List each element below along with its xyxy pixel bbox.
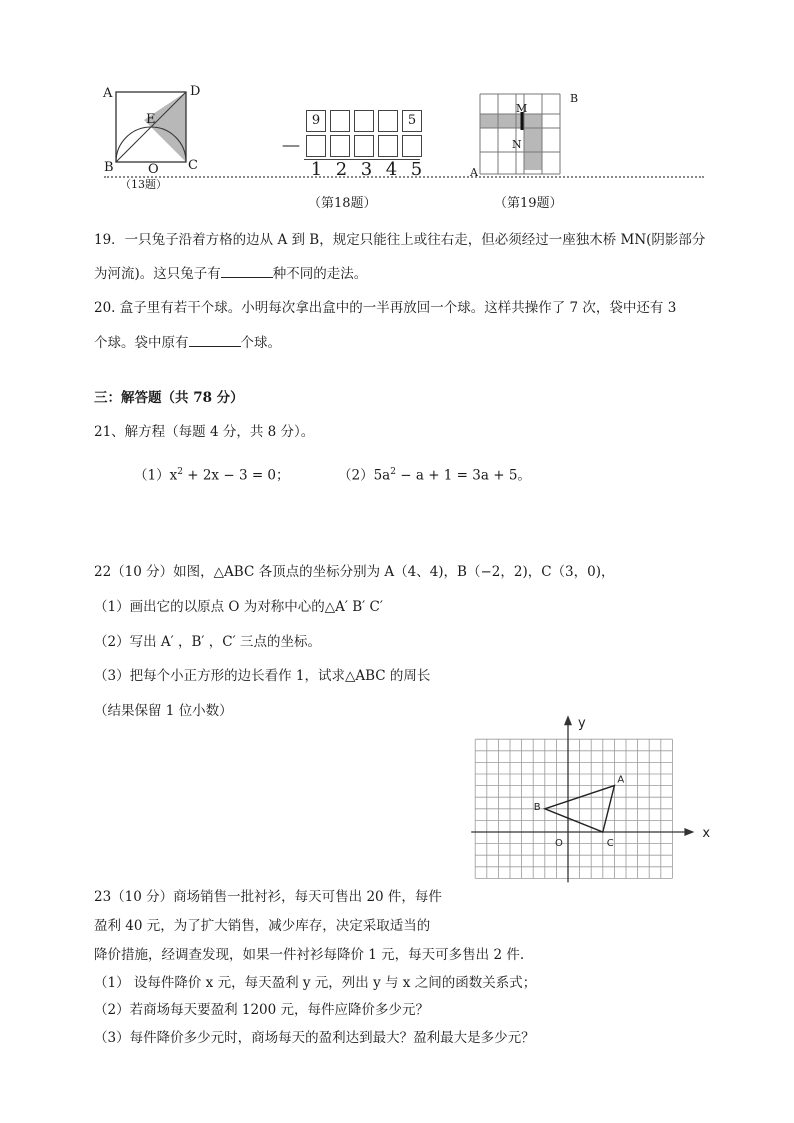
q21-eq2-b: − a + 1 = 3a + 5。 xyxy=(395,467,531,484)
q23-line1: 23（10 分）商场销售一批衬衫，每天可售出 20 件，每件 xyxy=(94,889,442,905)
vertex-label-a: A xyxy=(617,774,625,786)
q19-line2 xyxy=(94,263,367,284)
fig18-digit: 3 xyxy=(360,159,373,180)
fig13-label-c: C xyxy=(188,158,198,173)
y-axis-arrow xyxy=(564,715,572,725)
q23-p3: （3）每件降价多少元时，商场每天的盈利达到最大？盈利最大是多少元？ xyxy=(94,1030,535,1046)
fig19-label-b: B xyxy=(570,92,579,105)
x-axis-arrow xyxy=(684,828,694,836)
fig18-empty-box xyxy=(402,135,422,157)
q20-line2-before: 个球。袋中原有 xyxy=(94,335,189,351)
fig13-label-b: B xyxy=(104,160,114,175)
q21-eq2 xyxy=(338,462,531,486)
q21-eq1-b: + 2x − 3 = 0； xyxy=(182,467,290,484)
fig13-label-d: D xyxy=(190,84,201,99)
fig18-box xyxy=(354,110,374,132)
q23-p2: （2）若商场每天要盈利 1200 元，每件应降价多少元？ xyxy=(94,1002,430,1018)
fig19-label-a: A xyxy=(470,166,478,179)
vertex-label-c: C xyxy=(606,838,614,849)
q23-line2: 盈利 40 元，为了扩大销售，减少库存，决定采取适当的 xyxy=(94,918,431,934)
fig18-top-row xyxy=(306,110,422,132)
vertex-label-b: B xyxy=(533,801,541,813)
fig18-middle-row xyxy=(306,135,422,157)
q21-eq2-a: 5a xyxy=(373,467,391,484)
fig18-digit: 1 xyxy=(310,159,323,180)
fig18-empty-box xyxy=(354,135,374,157)
fig18-empty-box xyxy=(306,135,326,157)
q22-p3: （3）把每个小正方形的边长看作 1，试求△ABC 的周长 xyxy=(94,668,431,684)
q21-eq1-a: x xyxy=(169,467,178,484)
figure-18 xyxy=(280,110,430,180)
q23-line3: 降价措施，经调查发现，如果一件衬衫每降价 1 元，每天可多售出 2 件. xyxy=(94,947,525,963)
fig18-digit: 2 xyxy=(335,159,348,180)
q22-title: 22（10 分）如图，△ABC 各顶点的坐标分别为 A（4、4)，B（−2，2)，C（3，0)， xyxy=(94,564,615,580)
fig18-box xyxy=(378,110,398,132)
fig18-digit: 5 xyxy=(410,159,423,180)
q23-p1: （1） 设每件降价 x 元，每天盈利 y 元，列出 y 与 x 之间的函数关系式； xyxy=(94,975,537,991)
fig19-label-m: M xyxy=(516,102,528,115)
q20-answer-blank[interactable] xyxy=(189,332,241,347)
figure-13 xyxy=(100,86,210,196)
fig18-box: 5 xyxy=(402,110,422,132)
fig18-empty-box xyxy=(378,135,398,157)
y-axis-label: y xyxy=(578,716,586,732)
q19-line1: 19．一只兔子沿着方格的边从 A 到 B，规定只能往上或往右走，但必须经过一座独木桥 MN(阴影部分 xyxy=(94,232,706,248)
q19-answer-blank[interactable] xyxy=(221,263,273,278)
x-axis-label: x xyxy=(702,826,711,841)
q21-eq2-exp: 2 xyxy=(390,467,396,477)
fig18-digit: 4 xyxy=(385,159,398,180)
q22-coordinate-graph xyxy=(460,686,730,928)
fig18-caption: （第18题） xyxy=(308,196,377,211)
q22-p4: （结果保留 1 位小数） xyxy=(94,703,233,719)
fig18-digits xyxy=(306,159,427,180)
section3-title: 三：解答题（共 78 分） xyxy=(94,390,244,406)
fig13-label-a: A xyxy=(103,86,113,101)
q20-line1: 20. 盒子里有若干个球。小明每次拿出盒中的一半再放回一个球。这样共操作了 7 次，袋中还有 3 xyxy=(94,300,677,316)
fig18-empty-box xyxy=(330,135,350,157)
fig19-label-n: N xyxy=(512,138,522,151)
fig13-label-o: O xyxy=(148,162,159,177)
fig13-label-e: E xyxy=(146,112,156,127)
q21-title: 21、解方程（每题 4 分，共 8 分）。 xyxy=(94,424,315,440)
q22-p1: （1）画出它的以原点 O 为对称中心的△A′ B′ C′ xyxy=(94,599,383,615)
q21-eq1 xyxy=(134,462,290,486)
figure-19 xyxy=(470,90,590,180)
fig13-caption: （13题） xyxy=(120,178,167,191)
q20-line2-after: 个球。 xyxy=(240,335,281,351)
fig18-box: 9 xyxy=(306,110,326,132)
q21-eq2-label: （2） xyxy=(338,467,374,484)
fig19-caption: （第19题） xyxy=(494,196,563,211)
q19-line2-after: 种不同的走法。 xyxy=(272,266,368,282)
q21-eq1-label: （1） xyxy=(134,467,170,484)
q22-p2: （2）写出 A′ ，B′ ，C′ 三点的坐标。 xyxy=(94,634,321,650)
origin-label: O xyxy=(555,838,563,849)
q21-eq1-exp: 2 xyxy=(177,467,183,477)
q19-line2-before: 为河流)。这只兔子有 xyxy=(94,266,221,282)
q20-line2 xyxy=(94,332,281,353)
fig18-minus-sign: － xyxy=(280,135,303,160)
fig18-box xyxy=(330,110,350,132)
